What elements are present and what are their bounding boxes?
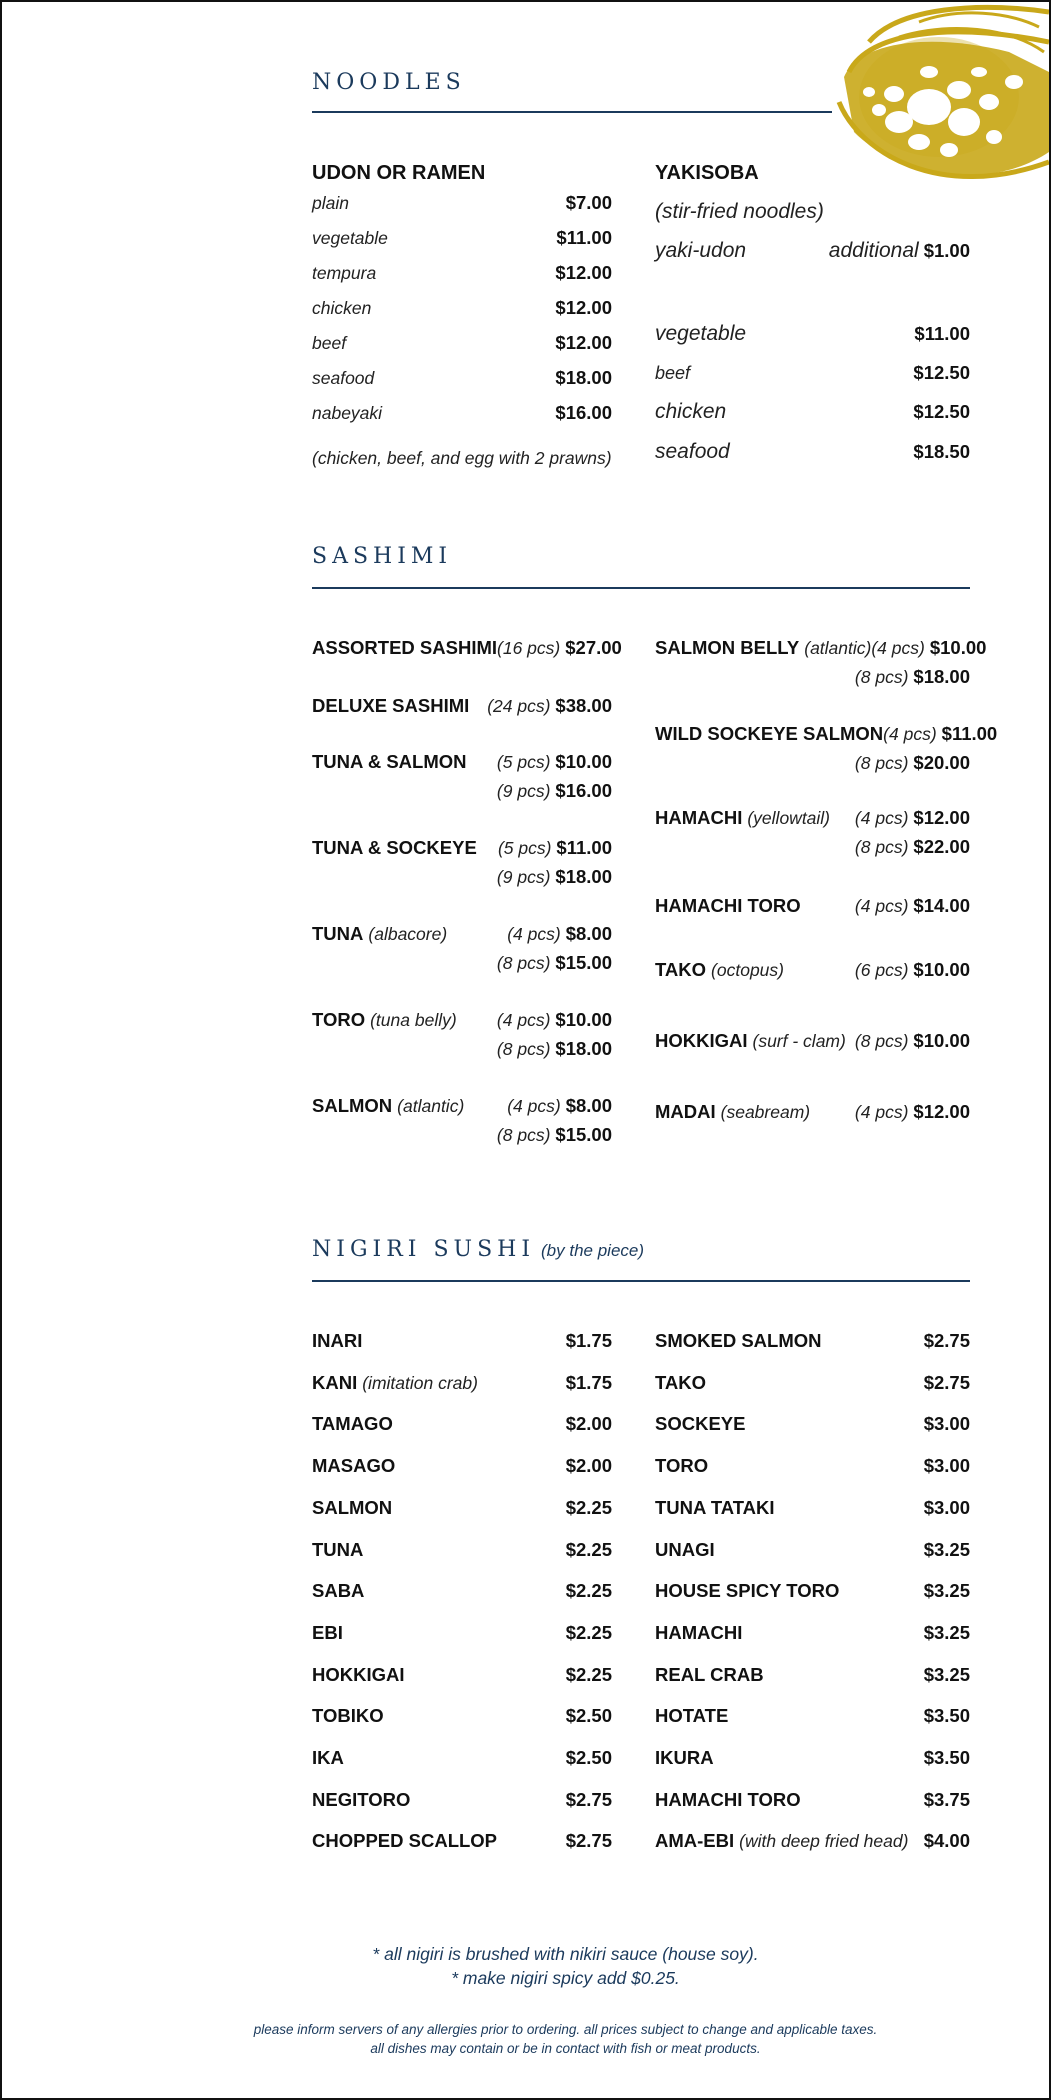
sashimi-item-price: $38.00 — [555, 695, 612, 716]
nigiri-item-price: $2.00 — [565, 1455, 612, 1477]
nigiri-item-name: HAMACHI — [655, 1621, 743, 1643]
sashimi-item-desc: (yellowtail) — [747, 808, 831, 828]
nigiri-item-name: NEGITORO — [312, 1788, 411, 1810]
nigiri-item-name: HOUSE SPICY TORO — [655, 1580, 840, 1602]
nigiri-item — [655, 1789, 970, 1811]
sashimi-item — [655, 807, 970, 829]
yakisoba-item — [655, 362, 970, 384]
nigiri-item-name: HAMACHI TORO — [655, 1788, 801, 1810]
sashimi-item-desc: (surf - clam) — [752, 1031, 846, 1051]
nigiri-item — [655, 1497, 970, 1519]
udon-column — [312, 162, 612, 482]
yakisoba-item — [655, 322, 970, 346]
sashimi-item-qty: (4 pcs) — [854, 896, 909, 916]
nigiri-item — [655, 1705, 970, 1727]
nigiri-item-price: $2.25 — [565, 1663, 612, 1685]
nigiri-item-name: HOKKIGAI — [312, 1663, 405, 1685]
sashimi-item-name: HAMACHI TORO — [655, 895, 801, 916]
nigiri-item-price: $3.75 — [923, 1788, 970, 1810]
sashimi-item-size — [312, 1038, 612, 1060]
sashimi-item-desc: (atlantic) — [397, 1096, 465, 1116]
yakisoba-item-name: seafood — [655, 440, 730, 463]
sashimi-item-price: $10.00 — [913, 959, 970, 980]
nigiri-item — [655, 1330, 970, 1352]
nigiri-item — [655, 1830, 970, 1852]
sashimi-item-desc: (albacore) — [368, 924, 448, 944]
nigiri-item-name: SALMON — [312, 1496, 393, 1518]
nigiri-item-name: HOTATE — [655, 1705, 729, 1727]
sashimi-item-desc: (octopus) — [711, 960, 784, 980]
footer-allergy-notice: please inform servers of any allergies prior to ordering. all prices subject to change and applicable taxes. — [253, 2022, 878, 2037]
sashimi-item-price: $10.00 — [555, 1009, 612, 1030]
sashimi-item-qty: (8 pcs) — [854, 1031, 909, 1051]
nigiri-item — [312, 1705, 612, 1727]
udon-item-price: $18.00 — [555, 367, 612, 388]
yaki-udon-row: yaki-udon additional $1.00 — [655, 239, 970, 262]
nigiri-item — [312, 1830, 612, 1852]
sashimi-item-qty: (9 pcs) — [496, 781, 551, 801]
nigiri-item — [655, 1539, 970, 1561]
sashimi-item-qty: (8 pcs) — [854, 837, 909, 857]
nigiri-item-price: $3.25 — [923, 1663, 970, 1685]
nigiri-item-price: $3.25 — [923, 1580, 970, 1602]
nigiri-item-price: $2.75 — [565, 1788, 612, 1810]
nigiri-item — [312, 1580, 612, 1602]
udon-item — [312, 367, 612, 389]
sashimi-item-price: $20.00 — [913, 752, 970, 773]
sashimi-item — [655, 1030, 970, 1052]
sashimi-item-price: $15.00 — [555, 952, 612, 973]
yakisoba-item-price: $11.00 — [914, 323, 970, 344]
sashimi-item-price: $12.00 — [913, 807, 970, 828]
nigiri-item-price: $3.50 — [923, 1747, 970, 1768]
sashimi-item-qty: (24 pcs) — [487, 696, 551, 716]
sashimi-item — [312, 1095, 612, 1117]
nigiri-item-desc: (imitation crab) — [362, 1372, 478, 1393]
sashimi-item — [655, 637, 987, 659]
udon-item-price: $12.00 — [555, 262, 612, 283]
udon-item-price: $11.00 — [556, 227, 612, 248]
nigiri-left-column — [312, 1330, 612, 1870]
udon-item — [312, 402, 612, 424]
sashimi-item-qty: (9 pcs) — [496, 867, 551, 887]
yakisoba-item-name: vegetable — [655, 322, 747, 345]
sashimi-item-qty: (8 pcs) — [496, 1039, 551, 1059]
sashimi-item-name: TUNA & SOCKEYE — [312, 837, 477, 858]
sashimi-item-qty: (4 pcs) — [854, 808, 909, 828]
nigiri-item — [312, 1789, 612, 1811]
sashimi-item-price: $16.00 — [555, 780, 612, 801]
nigiri-item — [655, 1413, 970, 1435]
udon-item-price: $12.00 — [555, 297, 612, 318]
yakisoba-item-name: chicken — [655, 400, 727, 423]
yakisoba-item — [655, 440, 970, 464]
sashimi-item-qty: (8 pcs) — [854, 667, 909, 687]
nigiri-item — [312, 1664, 612, 1686]
sashimi-item — [312, 837, 612, 859]
sashimi-item-price: $15.00 — [555, 1124, 612, 1145]
nigiri-item — [312, 1747, 612, 1769]
nigiri-item-name: KANI — [312, 1371, 358, 1393]
nigiri-item-name: IKURA — [655, 1747, 714, 1768]
sashimi-item-price: $8.00 — [565, 923, 612, 944]
udon-item-name: vegetable — [312, 228, 388, 248]
nigiri-item — [312, 1455, 612, 1477]
sashimi-item-price: $10.00 — [555, 751, 612, 772]
nigiri-item-name: UNAGI — [655, 1538, 715, 1560]
nigiri-item — [312, 1413, 612, 1435]
sashimi-item-qty: (4 pcs) — [883, 724, 937, 744]
nigiri-item-name: MASAGO — [312, 1455, 396, 1477]
nigiri-item — [655, 1455, 970, 1477]
nigiri-item — [312, 1497, 612, 1519]
footer-contact-notice: all dishes may contain or be in contact with fish or meat products. — [370, 2041, 761, 2056]
udon-item-name: beef — [312, 333, 347, 353]
sashimi-item-desc: (seabream) — [720, 1102, 811, 1122]
nigiri-item-name: EBI — [312, 1621, 343, 1643]
sashimi-item-name: SALMON BELLY — [655, 637, 800, 658]
nigiri-subtitle: (by the piece) — [541, 1241, 645, 1260]
yakisoba-subtitle: (stir-fried noodles) — [655, 200, 824, 223]
nigiri-title: NIGIRI SUSHI (by the piece) — [312, 1237, 645, 1262]
yakisoba-item-price: $12.50 — [913, 362, 970, 383]
sushi-roll-icon — [809, 2, 1049, 182]
nigiri-item-name: TORO — [655, 1455, 709, 1477]
sashimi-item-price: $11.00 — [556, 837, 612, 858]
sashimi-item — [312, 1009, 612, 1031]
udon-item — [312, 332, 612, 354]
nigiri-item-name: TAMAGO — [312, 1413, 393, 1435]
footer-note-nikiri: * all nigiri is brushed with nikiri sauce (house soy). — [372, 1944, 759, 1964]
sashimi-item-name: ASSORTED SASHIMI — [312, 637, 498, 658]
sashimi-item — [655, 1101, 970, 1123]
nigiri-item — [312, 1330, 612, 1352]
sashimi-item-name: SALMON — [312, 1095, 393, 1116]
nigiri-divider — [312, 1280, 970, 1282]
nigiri-item — [655, 1622, 970, 1644]
sashimi-item-qty: (5 pcs) — [496, 752, 551, 772]
sashimi-item — [312, 751, 612, 773]
nigiri-item-price: $3.00 — [923, 1455, 970, 1477]
nigiri-item-name: AMA-EBI — [655, 1830, 735, 1852]
sashimi-item-desc: (tuna belly) — [370, 1010, 457, 1030]
udon-item — [312, 227, 612, 249]
sashimi-item-qty: (5 pcs) — [497, 838, 552, 858]
sashimi-item-name: MADAI — [655, 1101, 716, 1122]
sashimi-item-qty: (4 pcs) — [854, 1102, 909, 1122]
nigiri-item-name: CHOPPED SCALLOP — [312, 1830, 498, 1852]
sashimi-item-price: $22.00 — [913, 836, 970, 857]
sashimi-item-name: TUNA — [312, 923, 364, 944]
nigiri-item-name: SMOKED SALMON — [655, 1330, 822, 1351]
nigiri-item-price: $1.75 — [565, 1371, 612, 1393]
sashimi-item-qty: (4 pcs) — [871, 638, 925, 658]
nigiri-item-name: INARI — [312, 1330, 363, 1351]
yakisoba-item — [655, 400, 970, 424]
nigiri-item-price: $1.75 — [565, 1330, 612, 1351]
nigiri-item-name: REAL CRAB — [655, 1663, 764, 1685]
nigiri-item-price: $3.25 — [923, 1621, 970, 1643]
sashimi-item-price: $18.00 — [913, 666, 970, 687]
sashimi-item-name: HOKKIGAI — [655, 1030, 748, 1051]
nigiri-item-price: $3.50 — [923, 1705, 970, 1727]
sashimi-item-price: $14.00 — [913, 895, 970, 916]
sashimi-item-size — [312, 1124, 612, 1146]
udon-note: (chicken, beef, and egg with 2 prawns) — [312, 448, 612, 468]
sashimi-item-qty: (4 pcs) — [507, 924, 561, 944]
nigiri-item — [655, 1664, 970, 1686]
sashimi-item-qty: (8 pcs) — [496, 1125, 551, 1145]
sashimi-item-price: $10.00 — [929, 637, 987, 658]
nigiri-item — [655, 1747, 970, 1769]
nigiri-item-price: $4.00 — [923, 1830, 970, 1852]
sashimi-item-qty: (8 pcs) — [854, 753, 909, 773]
sashimi-item-price: $11.00 — [941, 723, 998, 744]
sashimi-item-size — [312, 866, 612, 888]
nigiri-item-name: TUNA — [312, 1538, 364, 1560]
sashimi-item-name: HAMACHI — [655, 807, 743, 828]
nigiri-item-name: TUNA TATAKI — [655, 1496, 775, 1518]
nigiri-item-price: $2.75 — [923, 1371, 970, 1393]
sashimi-item-size — [655, 666, 970, 688]
sashimi-item — [655, 723, 998, 745]
nigiri-item — [312, 1622, 612, 1644]
sashimi-item-size — [312, 952, 612, 974]
sashimi-right-column — [655, 637, 998, 1157]
sashimi-item-price: $18.00 — [555, 1038, 612, 1059]
nigiri-item-name: SOCKEYE — [655, 1413, 746, 1435]
udon-item-price: $16.00 — [555, 402, 612, 423]
nigiri-item-price: $2.00 — [565, 1413, 612, 1435]
nigiri-item-name: IKA — [312, 1747, 344, 1768]
nigiri-item-price: $2.75 — [923, 1330, 970, 1351]
sashimi-title: SASHIMI — [312, 544, 453, 569]
nigiri-item-price: $2.50 — [565, 1747, 612, 1768]
nigiri-item-price: $2.25 — [565, 1496, 612, 1518]
yakisoba-item-price: $12.50 — [913, 401, 970, 422]
nigiri-item-name: TOBIKO — [312, 1705, 384, 1727]
yakisoba-heading: YAKISOBA — [655, 162, 759, 184]
sashimi-item-qty: (16 pcs) — [497, 638, 561, 658]
udon-heading: UDON OR RAMEN — [312, 162, 486, 184]
sashimi-item-size — [655, 836, 970, 858]
sashimi-item-qty: (4 pcs) — [496, 1010, 551, 1030]
footer-note-spicy: * make nigiri spicy add $0.25. — [451, 1968, 680, 1988]
sashimi-item-size — [655, 752, 970, 774]
nigiri-item-price: $3.00 — [923, 1413, 970, 1435]
noodles-divider — [312, 111, 832, 113]
sashimi-item-size — [312, 780, 612, 802]
sashimi-item-name: DELUXE SASHIMI — [312, 695, 470, 716]
nigiri-item-price: $2.75 — [565, 1830, 612, 1852]
nigiri-item-price: $3.00 — [923, 1496, 970, 1518]
sashimi-item — [312, 695, 612, 717]
sashimi-item-qty: (6 pcs) — [854, 960, 909, 980]
sashimi-item — [655, 959, 970, 981]
udon-item-name: chicken — [312, 298, 372, 318]
sashimi-item-price: $27.00 — [565, 637, 622, 658]
nigiri-item-price: $2.25 — [565, 1621, 612, 1643]
nigiri-item-name: TAKO — [655, 1371, 707, 1393]
udon-item-price: $7.00 — [565, 192, 612, 213]
udon-item — [312, 262, 612, 284]
sashimi-item-price: $8.00 — [565, 1095, 612, 1116]
udon-item-name: plain — [312, 193, 349, 213]
nigiri-item-desc: (with deep fried head) — [739, 1831, 909, 1852]
nigiri-right-column — [655, 1330, 970, 1870]
sashimi-item — [312, 637, 622, 659]
sashimi-item-name: WILD SOCKEYE SALMON — [655, 723, 884, 744]
udon-item — [312, 297, 612, 319]
sashimi-left-column — [312, 637, 622, 1157]
yakisoba-item-name: beef — [655, 363, 691, 383]
nigiri-item — [312, 1372, 612, 1394]
yakisoba-item-price: $18.50 — [913, 441, 970, 462]
nigiri-item — [655, 1372, 970, 1394]
udon-item-price: $12.00 — [555, 332, 612, 353]
nigiri-item — [312, 1539, 612, 1561]
nigiri-item-price: $2.25 — [565, 1538, 612, 1560]
udon-item-name: nabeyaki — [312, 403, 383, 423]
sashimi-item-price: $18.00 — [555, 866, 612, 887]
nigiri-item-name: SABA — [312, 1580, 365, 1602]
udon-item — [312, 192, 612, 214]
nigiri-item — [655, 1580, 970, 1602]
sashimi-item-qty: (4 pcs) — [507, 1096, 561, 1116]
sashimi-item-price: $10.00 — [913, 1030, 970, 1051]
sashimi-item-name: TAKO — [655, 959, 707, 980]
sashimi-item-qty: (8 pcs) — [496, 953, 551, 973]
sashimi-item — [655, 895, 970, 917]
sashimi-divider — [312, 587, 970, 589]
noodles-title: NOODLES — [312, 70, 466, 95]
sashimi-item-price: $12.00 — [913, 1101, 970, 1122]
udon-item-name: tempura — [312, 263, 377, 283]
yakisoba-column — [655, 162, 970, 482]
sashimi-item-desc: (atlantic) — [804, 638, 872, 658]
sashimi-item-name: TUNA & SALMON — [312, 751, 467, 772]
nigiri-item-price: $3.25 — [923, 1538, 970, 1560]
sashimi-item-name: TORO — [312, 1009, 366, 1030]
udon-item-name: seafood — [312, 368, 375, 388]
sashimi-item — [312, 923, 612, 945]
nigiri-item-price: $2.50 — [565, 1705, 612, 1727]
nigiri-item-price: $2.25 — [565, 1580, 612, 1602]
